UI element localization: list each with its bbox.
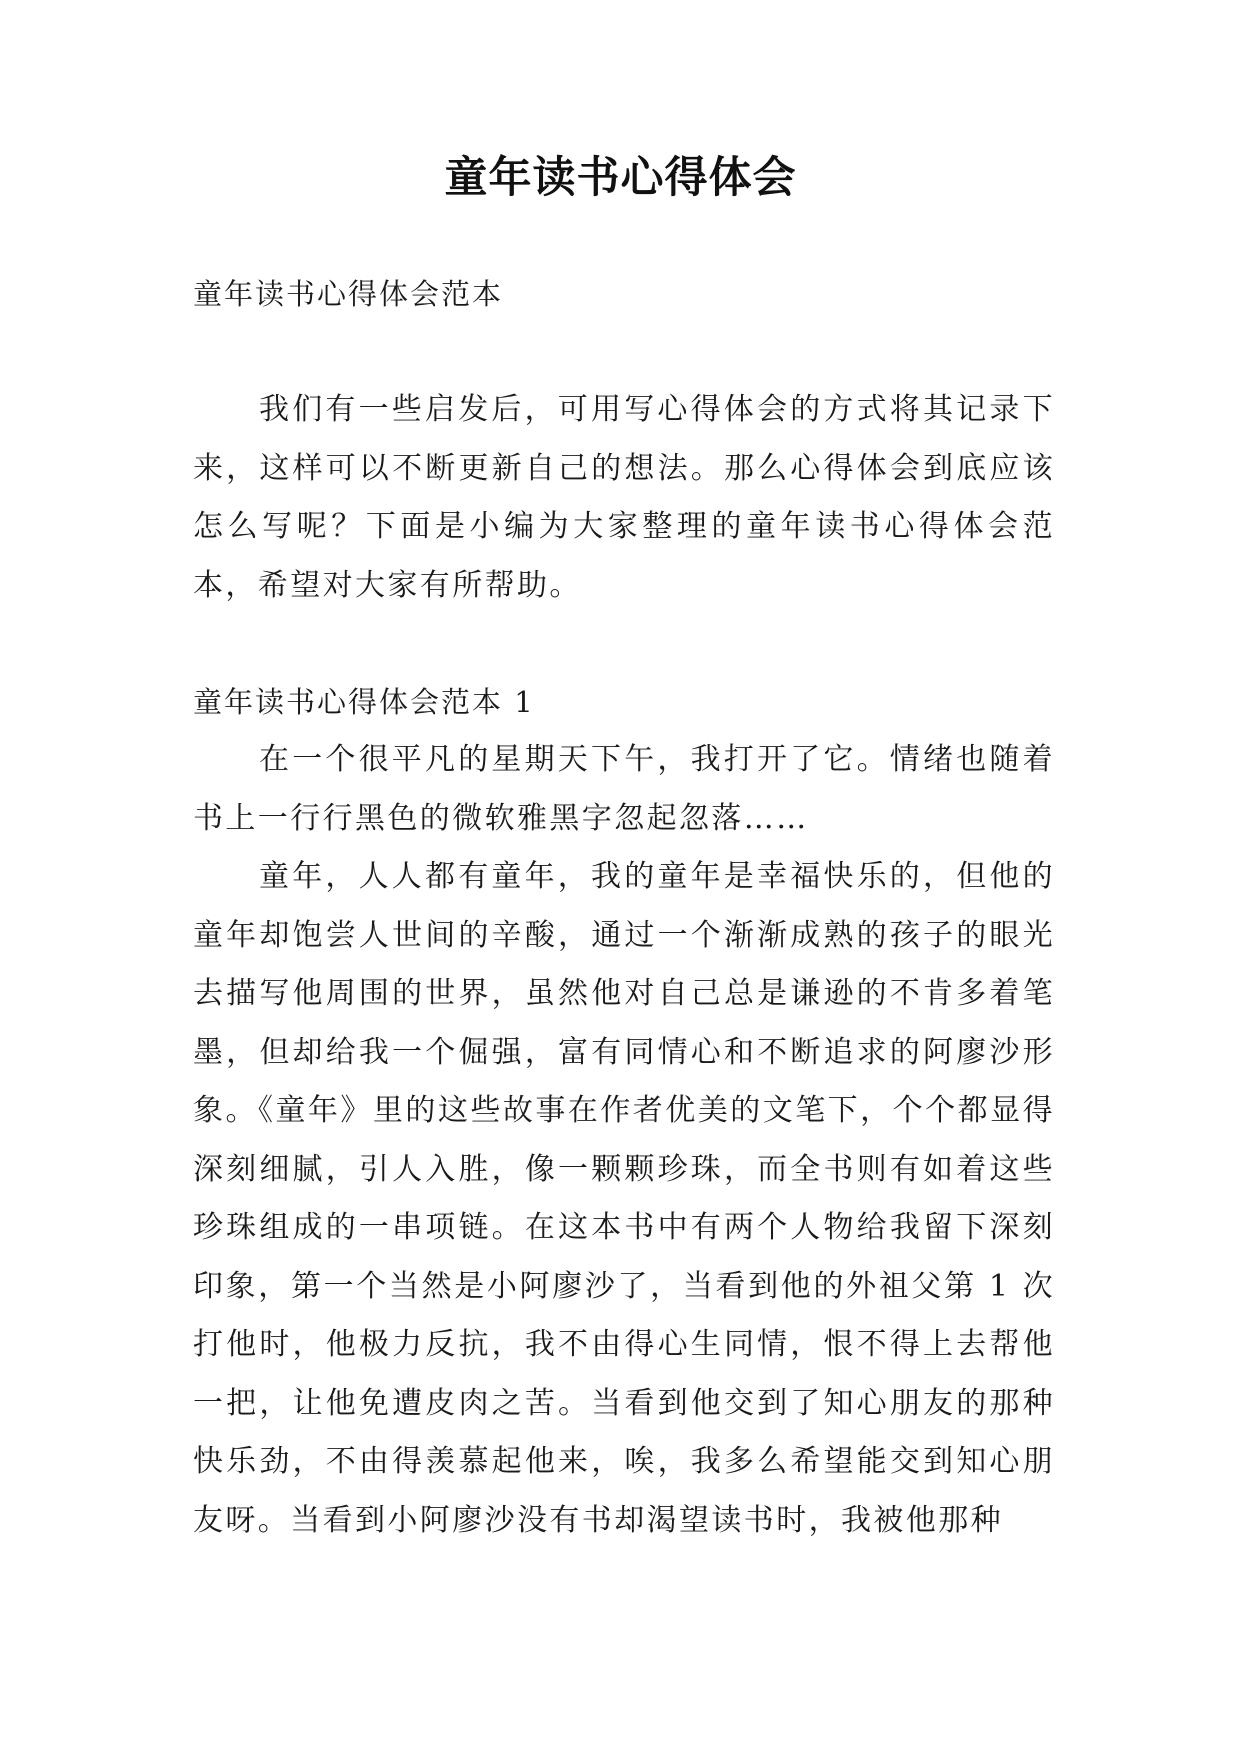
body-paragraph: 童年，人人都有童年，我的童年是幸福快乐的，但他的童年却饱尝人世间的辛酸，通过一个渐渐成熟的孩子的眼光去描写他周围的世界，虽然他对自己总是谦逊的不肯多着笔墨，但却给我一个倔强，富有同情心和不断追求的阿廖沙形象。《童年》里的这些故事在作者优美的文笔下，个个都显得深刻细腻，引人入胜，像一颗颗珍珠，而全书则有如着这些珍珠组成的一串项链。在这本书中有两个人物给我留下深刻印象，第一个当然是小阿廖沙了，当看到他的外祖父第 1 次打他时，他极力反抗，我不由得心生同情，恨不得上去帮他一把，让他免遭皮肉之苦。当看到他交到了知心朋友的那种快乐劲，不由得羡慕起他来，唉，我多么希望能交到知心朋友呀。当看到小阿廖沙没有书却渴望读书时，我被他那种	[193, 859, 1055, 1538]
spacer	[193, 615, 1055, 673]
document-title: 童年读书心得体会	[444, 153, 797, 203]
document-subtitle: 童年读书心得体会范本	[193, 277, 504, 311]
spacer	[193, 323, 1055, 381]
section-heading: 童年读书心得体会范本 1	[193, 685, 535, 719]
intro-paragraph: 我们有一些启发后，可用写心得体会的方式将其记录下来，这样可以不断更新自己的想法。那么心得体会到底应该怎么写呢？下面是小编为大家整理的童年读书心得体会范本，希望对大家有所帮助。	[193, 392, 1055, 603]
document-body	[193, 265, 1055, 1550]
body-paragraph: 在一个很平凡的星期天下午，我打开了它。情绪也随着书上一行行黑色的微软雅黑字忽起忽落……	[193, 742, 1055, 836]
